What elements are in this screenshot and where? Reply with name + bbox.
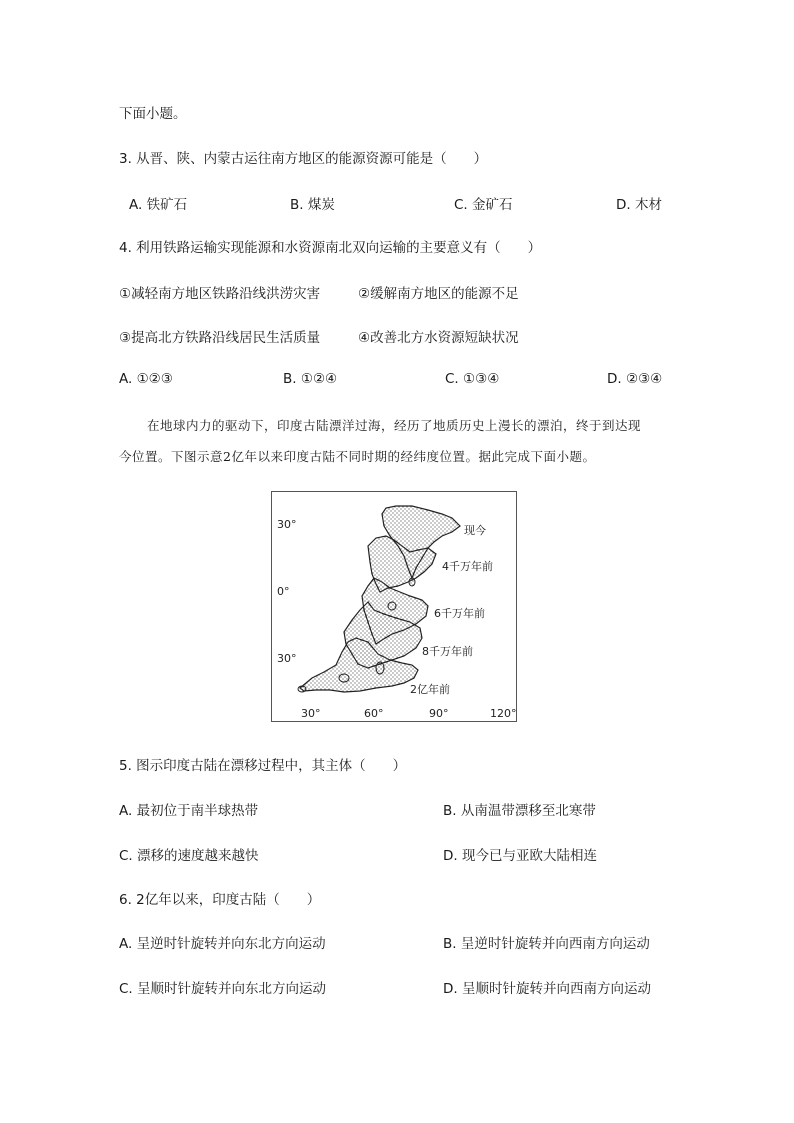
intro-tail: 下面小题。: [119, 106, 187, 122]
label-200mya: 2亿年前: [410, 683, 450, 696]
lon-label-90: 90°: [429, 707, 449, 720]
question-6-stem: 6. 2亿年以来，印度古陆（ ）: [119, 892, 321, 908]
q4-statement-1: ①减轻南方地区铁路沿线洪涝灾害: [119, 286, 321, 302]
label-40mya: 4千万年前: [442, 560, 493, 573]
lat-label-30s: 30°: [277, 652, 297, 665]
map-svg: [272, 492, 518, 723]
q5-option-b: B. 从南温带漂移至北寒带: [443, 803, 596, 819]
q4-statement-2: ②缓解南方地区的能源不足: [358, 286, 519, 302]
q4-statement-4: ④改善北方水资源短缺状况: [358, 330, 519, 346]
q3-option-c: C. 金矿石: [454, 197, 513, 213]
q4-option-d: D. ②③④: [607, 371, 663, 387]
lon-label-30: 30°: [301, 707, 321, 720]
label-60mya: 6千万年前: [434, 607, 485, 620]
q5-option-d: D. 现今已与亚欧大陆相连: [443, 848, 597, 864]
label-80mya: 8千万年前: [422, 645, 473, 658]
question-4-stem: 4. 利用铁路运输实现能源和水资源南北双向运输的主要意义有（ ）: [119, 240, 542, 256]
q4-option-b: B. ①②④: [283, 371, 338, 387]
q4-option-a: A. ①②③: [119, 371, 173, 387]
label-present: 现今: [464, 524, 486, 537]
q6-option-d: D. 呈顺时针旋转并向西南方向运动: [443, 981, 651, 997]
question-3-stem: 3. 从晋、陕、内蒙古运往南方地区的能源资源可能是（ ）: [119, 151, 488, 167]
q6-option-b: B. 呈逆时针旋转并向西南方向运动: [443, 936, 650, 952]
passage-line-2: 今位置。下图示意2亿年以来印度古陆不同时期的经纬度位置。据此完成下面小题。: [119, 449, 596, 464]
q3-option-b: B. 煤炭: [290, 197, 335, 213]
q5-option-c: C. 漂移的速度越来越快: [119, 848, 259, 864]
india-drift-map: [271, 491, 517, 722]
q5-option-a: A. 最初位于南半球热带: [119, 803, 259, 819]
question-5-stem: 5. 图示印度古陆在漂移过程中，其主体（ ）: [119, 758, 407, 774]
q3-option-d: D. 木材: [616, 197, 662, 213]
passage-line-1: 在地球内力的驱动下，印度古陆漂洋过海，经历了地质历史上漫长的漂泊，终于到达现: [147, 418, 642, 433]
q6-option-c: C. 呈顺时针旋转并向东北方向运动: [119, 981, 327, 997]
q3-option-a: A. 铁矿石: [129, 197, 188, 213]
q4-statement-3: ③提高北方铁路沿线居民生活质量: [119, 330, 321, 346]
lat-label-30n: 30°: [277, 518, 297, 531]
lon-label-60: 60°: [364, 707, 384, 720]
q4-option-c: C. ①③④: [445, 371, 500, 387]
q6-option-a: A. 呈逆时针旋转并向东北方向运动: [119, 936, 326, 952]
lat-label-0: 0°: [277, 585, 290, 598]
lon-label-120: 120°: [490, 707, 517, 720]
